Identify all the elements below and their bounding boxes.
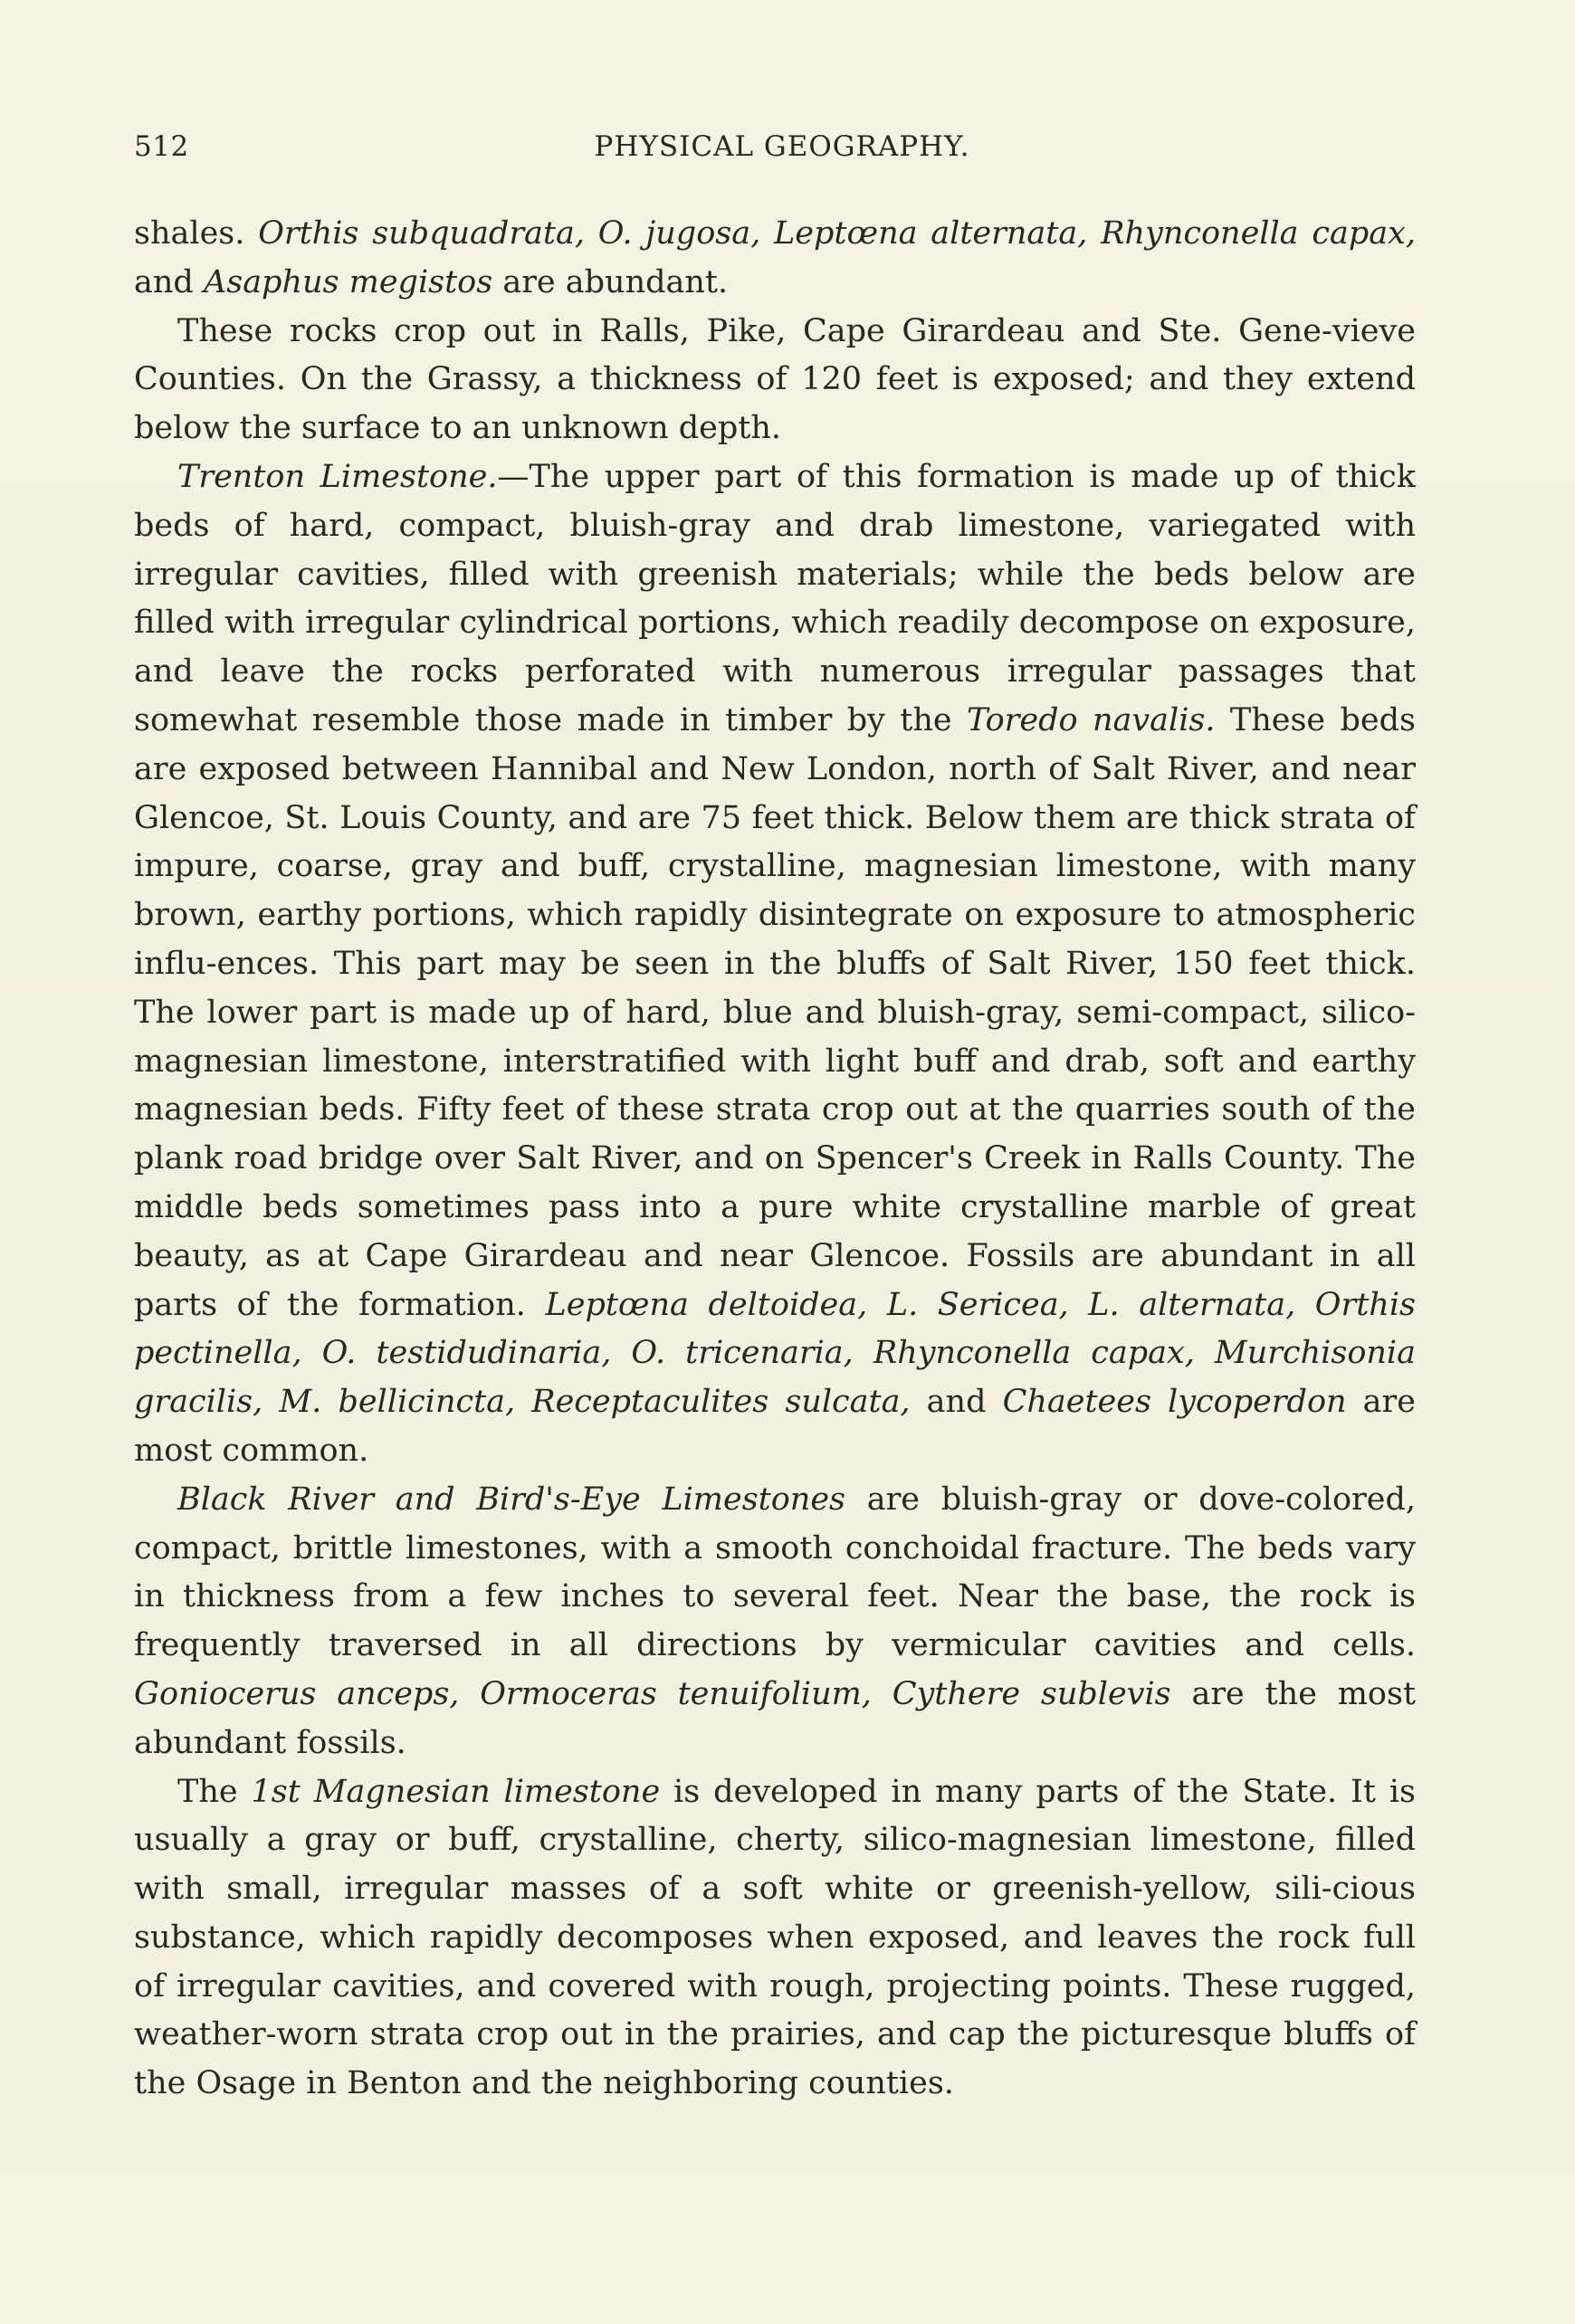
fossil-names: Orthis subquadrata, O. jugosa, Leptœna alternata, Rhynconella capax, xyxy=(258,215,1416,252)
paragraph-magnesian-limestone: The 1st Magnesian limestone is developed in many parts of the State. It is usually a gray or buff, crystalline, cherty, silico-magnesian limestone, filled with small, irregular masses of a soft white or greenish-yellow, sili-cious substance, which rapidly decomposes when exposed, and leaves the rock full of irregular cavities, and covered with rough, projecting points. These rugged, weather-worn strata crop out in the prairies, and cap the picturesque bluffs of the Osage in Benton and the neighboring counties. xyxy=(134,1773,1416,2102)
paragraph-black-river: Black River and Bird's-Eye Limestones are bluish-gray or dove-colored, compact, brittle limestones, with a smooth conchoidal fracture. The beds vary in thickness from a few inches to several feet. Near the base, the rock is frequently traversed in all directions by vermicular cavities and cells. Goniocerus anceps, Ormoceras tenuifolium, Cythere sublevis are the most abundant fossils. xyxy=(134,1481,1417,1761)
species-name: Toredo navalis. xyxy=(966,701,1216,738)
page-number: 512 xyxy=(134,130,189,163)
paragraph-trenton-limestone: Trenton Limestone.—The upper part of this formation is made up of thick beds of hard, compact, bluish-gray and drab limestone, variegated with irregular cavities, filled with greenish materials; while the beds below are filled with irregular cylindrical portions, which readily decompose on exposure, and leave the rocks perforated with numerous irregular passages that somewhat resemble those made in timber by the Toredo navalis. These beds are exposed between Hannibal and New London, north of Salt River, and near Glencoe, St. Louis County, and are 75 feet thick. Below them are thick strata of impure, coarse, gray and buff, crystalline, magnesian limestone, with many brown, earthy portions, which rapidly disintegrate on exposure to atmospheric influ-ences. This part may be seen in the bluffs of Salt River, 150 feet thick. The lower part is made up of hard, blue and bluish-gray, semi-compact, silico-magnesian limestone, interstratified with light buff and drab, soft and earthy magnesian beds. Fifty feet of these strata crop out at the quarries south of the plank road bridge over Salt River, and on Spencer's Creek in Ralls County. The middle beds sometimes pass into a pure white crystalline marble of great beauty, as at Cape Girardeau and near Glencoe. Fossils are abundant in all parts of the formation. Leptœna deltoidea, L. Sericea, L. alternata, Orthis pectinella, O. testidudinaria, O. tricenaria, Rhynconella capax, Murchisonia gracilis, M. bellicincta, Receptaculites sulcata, and Chaetees lycoperdon are most common. xyxy=(134,458,1416,1469)
section-title-black-river: Black River and Bird's-Eye Limestones xyxy=(177,1481,846,1518)
body-text xyxy=(134,210,1416,2109)
section-title-magnesian: 1st Magnesian limestone xyxy=(251,1773,661,1810)
fossil-name: Chaetees lycoperdon xyxy=(1002,1384,1347,1421)
fossil-list: Goniocerus anceps, Ormoceras tenuifolium, Cythere sublevis xyxy=(134,1675,1171,1712)
paragraph-rock-outcrops: These rocks crop out in Ralls, Pike, Cape Girardeau and Ste. Gene-vieve Counties. On the Grassy, a thickness of 120 feet is exposed; and they extend below the surface to an unknown depth. xyxy=(134,312,1416,447)
page-header xyxy=(134,125,1430,168)
fossil-name: Asaphus megistos xyxy=(203,263,493,300)
fossil-list: Leptœna deltoidea, L. Sericea, L. alternata, Orthis pectinella, O. testidudinaria, O. tricenaria, Rhynconella capax, Murchisonia gracilis, M. bellicincta, Receptaculites sulcata, xyxy=(134,1286,1416,1421)
section-title-trenton: Trenton Limestone. xyxy=(177,458,498,495)
paragraph-shales-fossils: shales. Orthis subquadrata, O. jugosa, Leptœna alternata, Rhynconella capax, and Asaphus megistos are abundant. xyxy=(134,215,1416,300)
running-title: PHYSICAL GEOGRAPHY. xyxy=(594,130,970,163)
